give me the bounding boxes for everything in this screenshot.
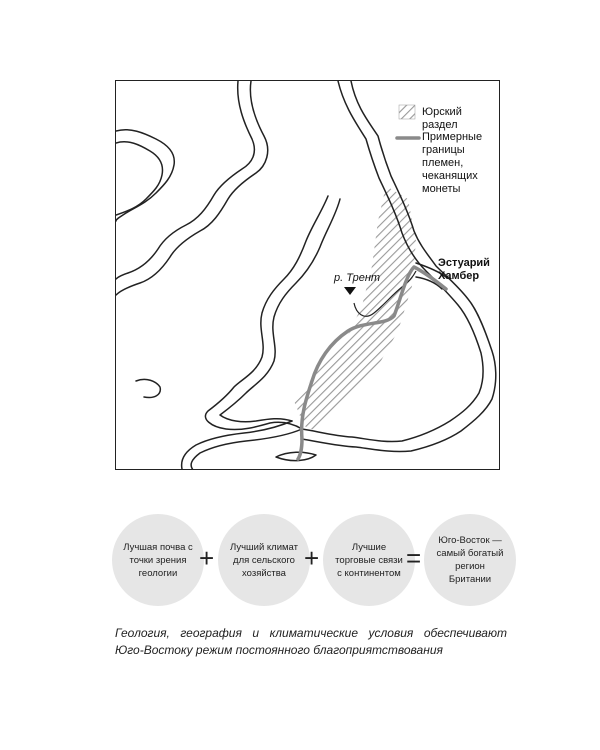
legend-boundary-label: Примерные границы племен, чеканящих монеты: [422, 131, 483, 195]
coast-sw-outer: [191, 429, 302, 470]
trade-circle: Лучшие торговые связи с континентом: [323, 514, 415, 606]
coast-sw-inner: [182, 421, 292, 469]
plus-sign-1: +: [199, 543, 215, 573]
trent-marker: [344, 287, 356, 295]
climate-circle: Лучший климат для сельского хозяйства: [218, 514, 310, 606]
plus-sign-2: +: [304, 543, 320, 573]
caption-line-1: Геология, география и климатические условия обеспечивают: [115, 626, 507, 640]
equals-sign: =: [406, 543, 422, 573]
coast-ireland-outer: [116, 130, 174, 221]
coast-scotland-inner: [116, 81, 254, 279]
legend-jurassic-label: Юрский раздел: [422, 106, 462, 131]
coast-cornwall-tip: [136, 379, 160, 397]
coast-scotland-outer: [116, 81, 268, 295]
legend-hatch-swatch: [399, 105, 415, 119]
soil-circle: Лучшая почва с точки зрения геологии: [112, 514, 204, 606]
caption-line-2: Юго-Востоку режим постоянного благоприятствования: [115, 643, 443, 657]
caption: [115, 625, 507, 659]
coast-ireland-inner: [116, 142, 163, 215]
coast-wight: [276, 452, 316, 460]
map-frame: [115, 80, 500, 470]
result-circle: Юго-Восток — самый богатый регион Британии: [424, 514, 516, 606]
trent-label: р. Трент: [334, 272, 381, 284]
humber-label: Эстуарий Хамбер: [438, 257, 490, 282]
